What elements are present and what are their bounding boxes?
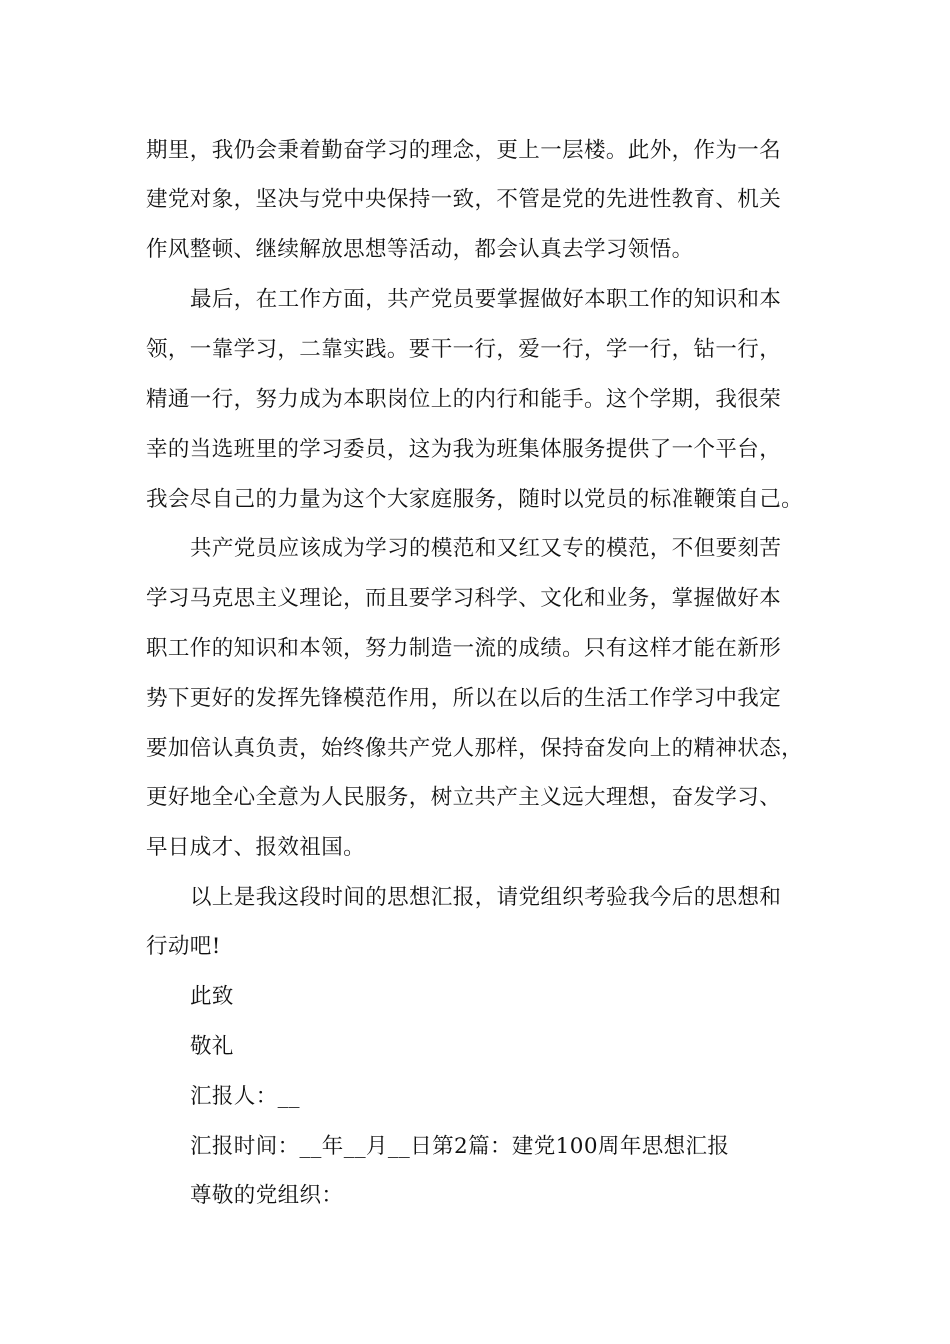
text-line: 学习马克思主义理论，而且要学习科学、文化和业务，掌握做好本: [146, 586, 782, 611]
text-line: 幸的当选班里的学习委员，这为我为班集体服务提供了一个平台，: [146, 437, 782, 462]
text-line: 我会尽自己的力量为这个大家庭服务，随时以党员的标准鞭策自己。: [146, 487, 804, 512]
report-time-field: 汇报时间：__年__月__日第2篇：建党100周年思想汇报: [190, 1134, 730, 1159]
paragraph-start-line: 共产党员应该成为学习的模范和又红又专的模范，不但要刻苦: [190, 536, 782, 561]
closing-regards: 敬礼: [190, 1034, 234, 1059]
text-line: 建党对象，坚决与党中央保持一致，不管是党的先进性教育、机关: [146, 187, 782, 212]
closing-salutation: 此致: [190, 984, 234, 1009]
greeting-line: 尊敬的党组织：: [190, 1183, 344, 1208]
text-line: 作风整顿、继续解放思想等活动，都会认真去学习领悟。: [146, 237, 694, 262]
text-line: 更好地全心全意为人民服务，树立共产主义远大理想，奋发学习、: [146, 785, 782, 810]
text-line: 职工作的知识和本领，努力制造一流的成绩。只有这样才能在新形: [146, 636, 782, 661]
text-line: 早日成才、报效祖国。: [146, 835, 366, 860]
reporter-field: 汇报人：__: [190, 1084, 300, 1109]
text-line: 期里，我仍会秉着勤奋学习的理念，更上一层楼。此外，作为一名: [146, 138, 782, 163]
text-line: 精通一行，努力成为本职岗位上的内行和能手。这个学期，我很荣: [146, 387, 782, 412]
text-line: 要加倍认真负责，始终像共产党人那样，保持奋发向上的精神状态，: [146, 736, 804, 761]
text-line: 领，一靠学习，二靠实践。要干一行，爱一行，学一行，钻一行，: [146, 337, 782, 362]
paragraph-start-line: 最后，在工作方面，共产党员要掌握做好本职工作的知识和本: [190, 287, 782, 312]
text-line: 势下更好的发挥先锋模范作用，所以在以后的生活工作学习中我定: [146, 686, 782, 711]
text-line: 行动吧!: [146, 934, 221, 959]
paragraph-start-line: 以上是我这段时间的思想汇报，请党组织考验我今后的思想和: [190, 885, 782, 910]
